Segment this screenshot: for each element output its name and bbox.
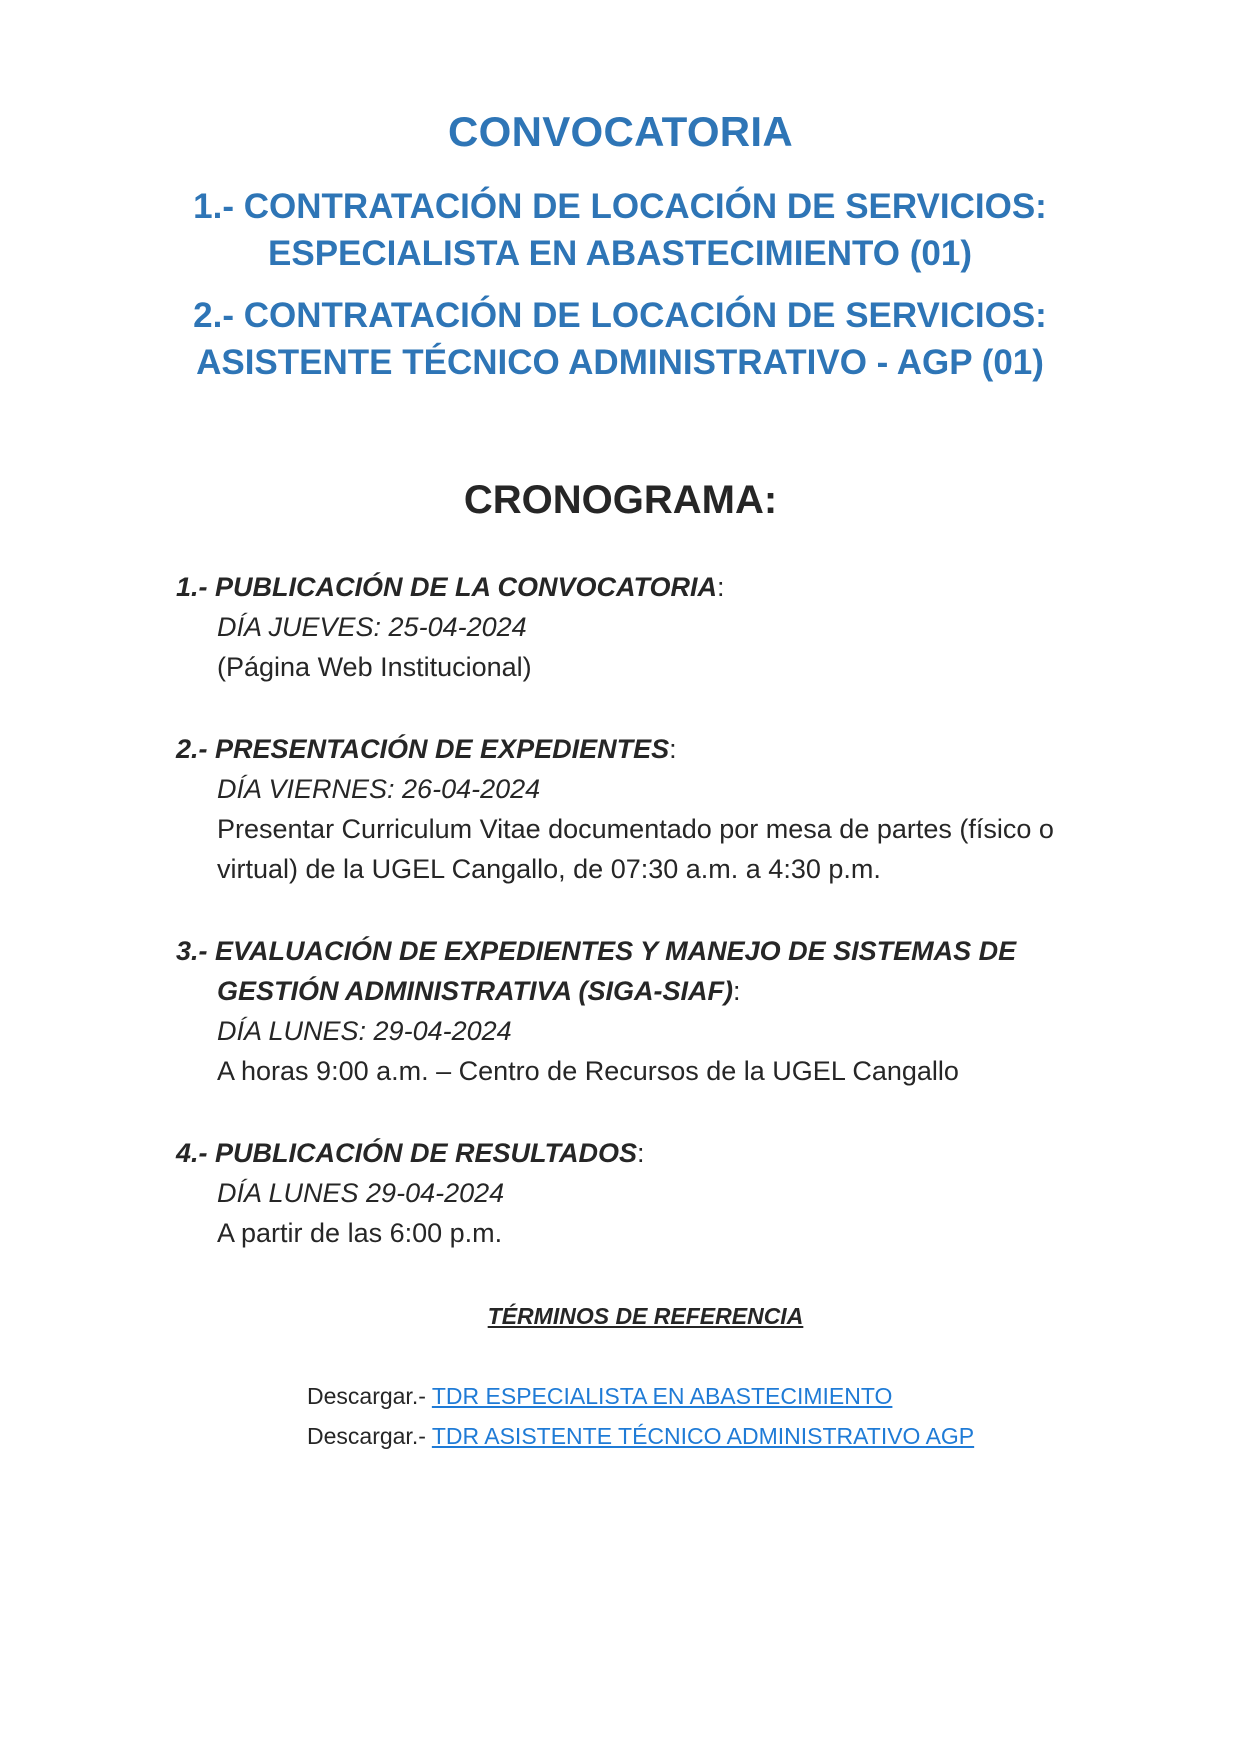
position-2-heading: [120, 292, 1120, 386]
item-title: PRESENTACIÓN DE EXPEDIENTES: [215, 734, 670, 764]
schedule-item-title: 3.- EVALUACIÓN DE EXPEDIENTES Y MANEJO DE SISTEMAS DE GESTIÓN ADMINISTRATIVA (SIGA-SIAF):: [176, 936, 1017, 1006]
schedule-heading: CRONOGRAMA:: [463, 478, 778, 522]
position-2-line2: ASISTENTE TÉCNICO ADMINISTRATIVO - AGP (01): [196, 343, 1044, 382]
tdr-asistente-link[interactable]: TDR ASISTENTE TÉCNICO ADMINISTRATIVO AGP: [431, 1423, 975, 1449]
item-number: 1.-: [176, 572, 208, 602]
schedule-item-2: [176, 729, 1096, 889]
schedule-item-4: [176, 1133, 1096, 1253]
schedule-item-title: 1.- PUBLICACIÓN DE LA CONVOCATORIA:: [176, 572, 725, 602]
terms-heading: TÉRMINOS DE REFERENCIA: [487, 1303, 804, 1329]
item-title: PUBLICACIÓN DE LA CONVOCATORIA: [215, 572, 718, 602]
item-date: DÍA JUEVES: 25-04-2024: [217, 612, 527, 642]
item-number: 4.-: [176, 1138, 208, 1168]
position-1-heading: [120, 183, 1120, 277]
schedule-item-3: [176, 931, 1096, 1091]
download-prefix: Descargar.-: [307, 1423, 426, 1449]
item-detail: Presentar Curriculum Vitae documentado por mesa de partes (físico o virtual) de la UGEL Cangallo, de 07:30 a.m. a 4:30 p.m.: [217, 814, 1054, 884]
item-title: PUBLICACIÓN DE RESULTADOS: [215, 1138, 638, 1168]
item-number: 2.-: [176, 734, 208, 764]
item-detail: A partir de las 6:00 p.m.: [217, 1218, 503, 1248]
item-date: DÍA LUNES: 29-04-2024: [217, 1016, 512, 1046]
page-title: CONVOCATORIA: [447, 108, 794, 155]
position-1-line1: 1.- CONTRATACIÓN DE LOCACIÓN DE SERVICIOS:: [193, 187, 1047, 226]
item-detail: A horas 9:00 a.m. – Centro de Recursos de la UGEL Cangallo: [217, 1056, 959, 1086]
item-title: EVALUACIÓN DE EXPEDIENTES Y MANEJO DE SISTEMAS DE GESTIÓN ADMINISTRATIVA (SIGA-SIAF): [215, 936, 1017, 1006]
item-date: DÍA VIERNES: 26-04-2024: [217, 774, 541, 804]
tdr-especialista-link[interactable]: TDR ESPECIALISTA EN ABASTECIMIENTO: [431, 1383, 893, 1409]
position-1-line2: ESPECIALISTA EN ABASTECIMIENTO (01): [268, 234, 972, 273]
download-prefix: Descargar.-: [307, 1383, 426, 1409]
position-2-line1: 2.- CONTRATACIÓN DE LOCACIÓN DE SERVICIOS:: [193, 296, 1047, 335]
item-date: DÍA LUNES 29-04-2024: [217, 1178, 505, 1208]
schedule-item-title: 2.- PRESENTACIÓN DE EXPEDIENTES:: [176, 734, 677, 764]
item-detail: (Página Web Institucional): [217, 652, 532, 682]
download-row-2: [307, 1421, 974, 1451]
item-number: 3.-: [176, 936, 208, 966]
schedule-item-1: [176, 567, 1096, 687]
schedule-item-title: 4.- PUBLICACIÓN DE RESULTADOS:: [176, 1138, 645, 1168]
download-row-1: [307, 1381, 892, 1411]
